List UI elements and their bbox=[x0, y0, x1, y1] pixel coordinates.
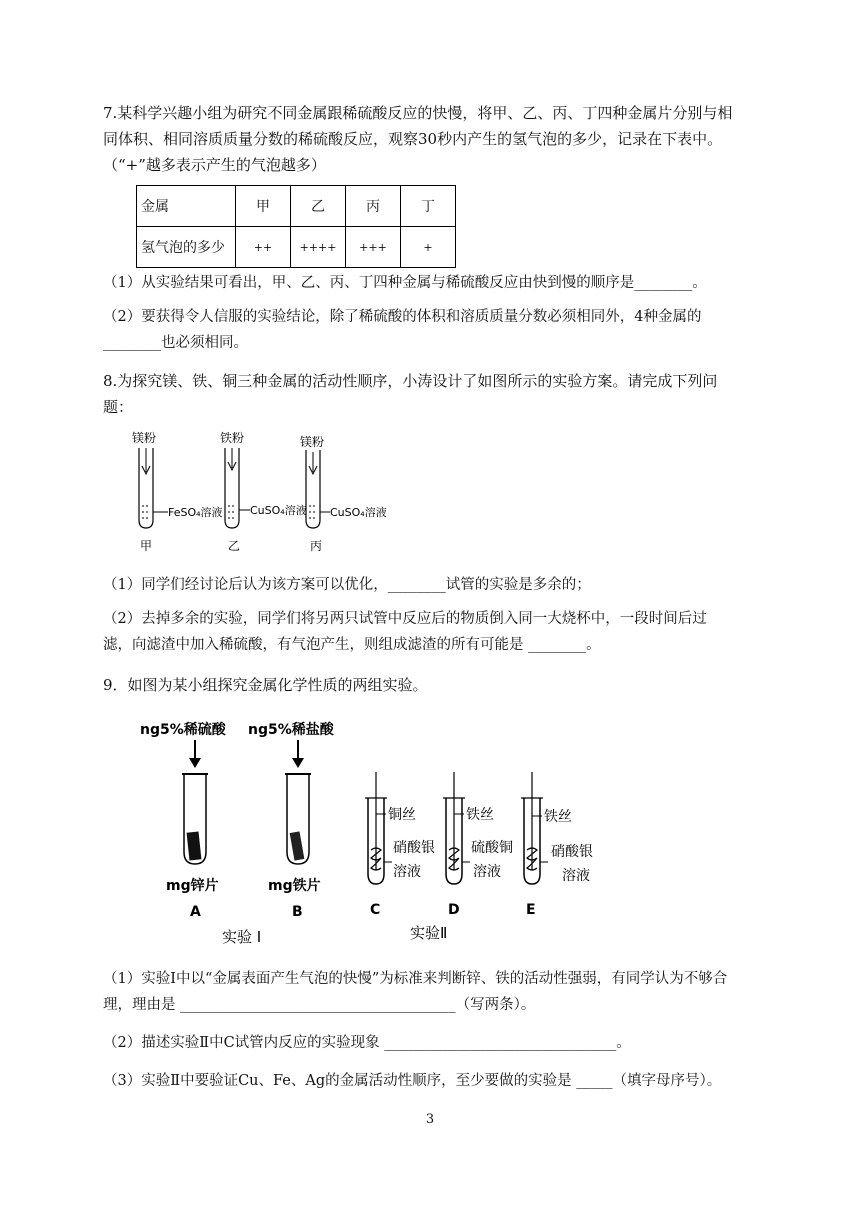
page-number: 3 bbox=[425, 1112, 435, 1127]
metal-label: mg锌片 bbox=[166, 878, 219, 894]
powder-label: 镁粉 bbox=[132, 431, 157, 445]
table-cell: 金属 bbox=[137, 186, 236, 227]
tube-letter: D bbox=[448, 902, 460, 918]
table-cell: +++ bbox=[346, 227, 401, 268]
tube-letter: E bbox=[526, 902, 536, 918]
solution-label-line2: 溶液 bbox=[473, 864, 501, 880]
q9-sub1: （1）实验Ⅰ中以“金属表面产生气泡的快慢”为标准来判断锌、铁的活动性强弱，有同学认为不够合理，理由是 ______________________________________（写两条）。 bbox=[103, 971, 728, 1013]
tube-letter: B bbox=[292, 904, 303, 920]
solution-label-line1: 硫酸铜 bbox=[471, 840, 513, 856]
wire-label: 铁丝 bbox=[544, 809, 572, 825]
solution-label-line1: 硝酸银 bbox=[393, 840, 435, 856]
experiment-a bbox=[140, 721, 227, 920]
solution-label: CuSO₄溶液 bbox=[250, 504, 307, 517]
tube-letter: C bbox=[370, 902, 381, 918]
q7-sub1: （1）从实验结果可看出，甲、乙、丙、丁四种金属与稀硫酸反应由快到慢的顺序是________。 bbox=[103, 275, 707, 291]
tube-label: 丙 bbox=[310, 539, 323, 553]
q7-sub2: （2）要获得令人信服的实验结论，除了稀硫酸的体积和溶质质量分数必须相同外，4种金属的________也必须相同。 bbox=[103, 309, 702, 351]
q9-intro: 9．如图为某小组探究金属化学性质的两组实验。 bbox=[103, 676, 428, 694]
group-label-2: 实验Ⅱ bbox=[410, 924, 448, 942]
solution-label-line2: 溶液 bbox=[562, 868, 590, 884]
q8-sub2: （2）去掉多余的实验，同学们将另两只试管中反应后的物质倒入同一大烧杯中，一段时间后过滤，向滤渣中加入稀硫酸，有气泡产生，则组成滤渣的所有可能是 ________。 bbox=[103, 611, 707, 653]
table-cell: 甲 bbox=[236, 186, 291, 227]
table-cell: ++++ bbox=[291, 227, 346, 268]
experiment-e bbox=[521, 772, 593, 918]
test-tube-yi bbox=[220, 430, 307, 553]
q9-figure bbox=[140, 712, 640, 952]
experiment-d bbox=[443, 772, 513, 918]
powder-label: 镁粉 bbox=[300, 435, 325, 449]
experiment-b bbox=[248, 721, 335, 920]
table-cell: 氢气泡的多少 bbox=[137, 227, 236, 268]
q8-figure bbox=[128, 428, 408, 558]
acid-label: ng5%稀盐酸 bbox=[248, 722, 334, 738]
solution-label-line1: 硝酸银 bbox=[551, 844, 593, 860]
q9-sub3: （3）实验Ⅱ中要验证Cu、Fe、Ag的金属活动性顺序，至少要做的实验是 _____（填字母序号）。 bbox=[103, 1073, 722, 1089]
test-tube-bing bbox=[300, 434, 387, 553]
tube-label: 乙 bbox=[228, 539, 241, 553]
q9-sub2: （2）描述实验Ⅱ中C试管内反应的实验现象 ________________________________。 bbox=[103, 1035, 631, 1051]
group-label-1: 实验 Ⅰ bbox=[222, 928, 262, 946]
experiment-c bbox=[365, 772, 435, 918]
metal-table bbox=[136, 185, 456, 268]
table-cell: 丙 bbox=[346, 186, 401, 227]
solution-label-line2: 溶液 bbox=[393, 864, 421, 880]
acid-label: ng5%稀硫酸 bbox=[140, 722, 226, 738]
tube-label: 甲 bbox=[140, 539, 153, 553]
powder-label: 铁粉 bbox=[220, 431, 245, 445]
wire-label: 铜丝 bbox=[388, 807, 416, 823]
q7-intro: 7.某科学兴趣小组为研究不同金属跟稀硫酸反应的快慢，将甲、乙、丙、丁四种金属片分别与相同体积、相同溶质质量分数的稀硫酸反应，观察30秒内产生的氢气泡的多少，记录在下表中。（“+”越多表示产生的气泡越多） bbox=[103, 104, 733, 174]
solution-label: CuSO₄溶液 bbox=[330, 506, 387, 519]
tube-letter: A bbox=[190, 904, 201, 920]
test-tube-jia bbox=[132, 430, 223, 553]
wire-label: 铁丝 bbox=[466, 807, 494, 823]
table-cell: 乙 bbox=[291, 186, 346, 227]
q8-intro: 8.为探究镁、铁、铜三种金属的活动性顺序，小涛设计了如图所示的实验方案。请完成下列问题： bbox=[103, 372, 718, 416]
metal-label: mg铁片 bbox=[268, 878, 321, 894]
table-cell: ++ bbox=[236, 227, 291, 268]
table-cell: 丁 bbox=[401, 186, 456, 227]
table-cell: + bbox=[401, 227, 456, 268]
q8-sub1: （1）同学们经讨论后认为该方案可以优化，________试管的实验是多余的； bbox=[103, 577, 591, 593]
table-row bbox=[137, 186, 456, 227]
solution-label: FeSO₄溶液 bbox=[168, 506, 223, 519]
table-row bbox=[137, 227, 456, 268]
